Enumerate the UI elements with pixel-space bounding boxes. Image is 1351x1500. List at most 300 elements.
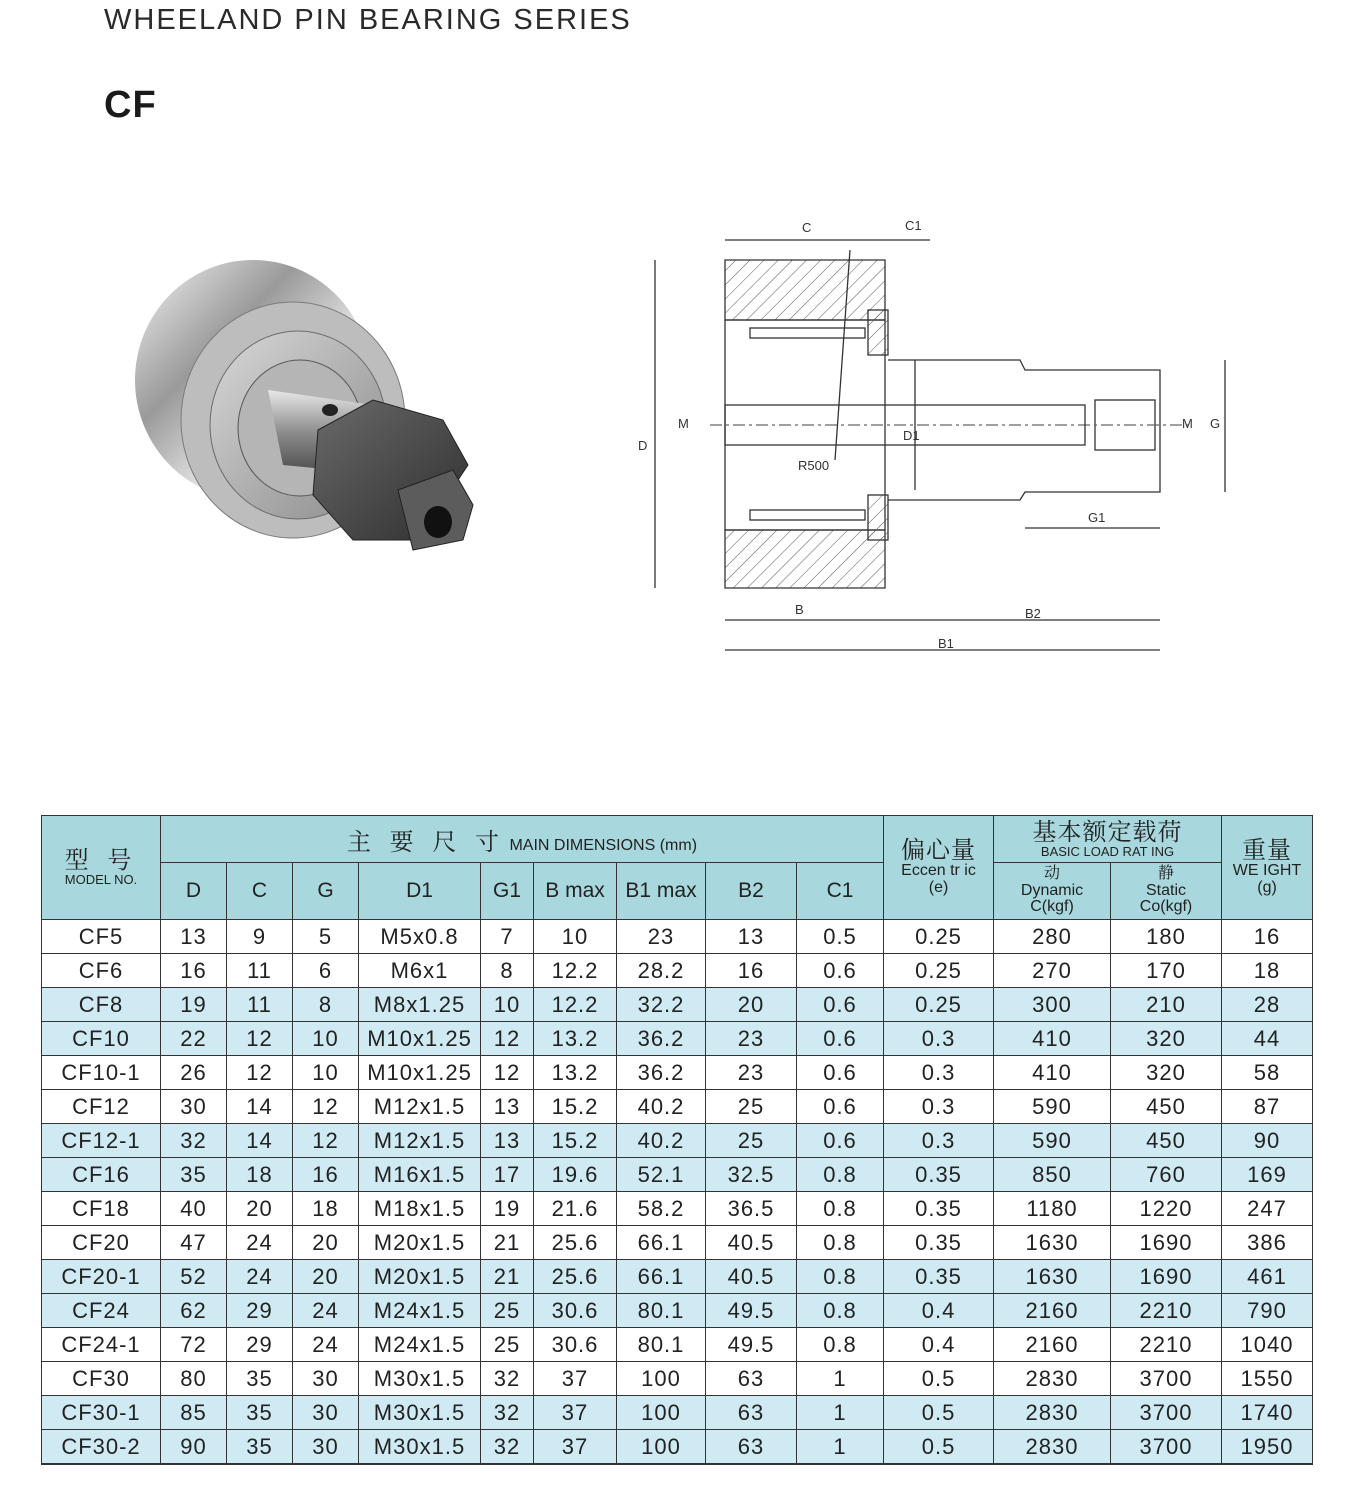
cell-dynamic: 1180 — [994, 1192, 1111, 1226]
cell-eccentric: 0.3 — [884, 1022, 994, 1056]
roller-top — [750, 328, 865, 338]
cell-dynamic: 2160 — [994, 1294, 1111, 1328]
cell-static: 3700 — [1111, 1430, 1222, 1465]
cell-c1: 0.8 — [797, 1158, 884, 1192]
cell-model: CF30-2 — [42, 1430, 161, 1465]
cell-d1: M18x1.5 — [359, 1192, 481, 1226]
stud-outline — [888, 360, 1160, 500]
cell-dynamic: 590 — [994, 1124, 1111, 1158]
cell-dynamic: 2830 — [994, 1362, 1111, 1396]
cell-c1: 0.5 — [797, 920, 884, 954]
cell-dynamic: 2830 — [994, 1396, 1111, 1430]
cell-g: 30 — [293, 1430, 359, 1465]
header-weight — [1222, 816, 1313, 920]
cell-d1: M6x1 — [359, 954, 481, 988]
cell-model: CF18 — [42, 1192, 161, 1226]
table-row — [42, 1124, 1313, 1158]
header-eccentric-zh: 偏心量 — [901, 837, 977, 865]
cell-d1: M10x1.25 — [359, 1022, 481, 1056]
cell-g1: 32 — [481, 1362, 534, 1396]
cell-static: 3700 — [1111, 1362, 1222, 1396]
cell-weight: 169 — [1222, 1158, 1313, 1192]
cell-b2: 36.5 — [706, 1192, 797, 1226]
cell-dynamic: 2160 — [994, 1328, 1111, 1362]
cell-c: 12 — [227, 1056, 293, 1090]
cell-b1max: 28.2 — [617, 954, 706, 988]
cell-static: 320 — [1111, 1056, 1222, 1090]
header-model-zh: 型 号 — [64, 847, 138, 875]
cell-c: 29 — [227, 1328, 293, 1362]
label-c: C — [802, 220, 812, 235]
cell-weight: 28 — [1222, 988, 1313, 1022]
header-dim-bmax: B max — [534, 863, 617, 920]
cell-g: 18 — [293, 1192, 359, 1226]
header-weight-unit: (g) — [1257, 879, 1277, 897]
cell-c: 24 — [227, 1260, 293, 1294]
cell-g1: 7 — [481, 920, 534, 954]
cell-weight: 87 — [1222, 1090, 1313, 1124]
cell-c: 11 — [227, 954, 293, 988]
cell-c1: 0.8 — [797, 1192, 884, 1226]
cell-b1max: 52.1 — [617, 1158, 706, 1192]
cell-bmax: 25.6 — [534, 1260, 617, 1294]
cell-bmax: 19.6 — [534, 1158, 617, 1192]
cell-eccentric: 0.25 — [884, 920, 994, 954]
cell-dynamic: 850 — [994, 1158, 1111, 1192]
cell-dynamic: 1630 — [994, 1260, 1111, 1294]
cell-static: 760 — [1111, 1158, 1222, 1192]
cell-eccentric: 0.35 — [884, 1158, 994, 1192]
model-code: CF — [104, 84, 157, 126]
cell-c: 20 — [227, 1192, 293, 1226]
cell-static: 1690 — [1111, 1226, 1222, 1260]
side-plate-bottom — [868, 495, 888, 540]
cell-eccentric: 0.5 — [884, 1362, 994, 1396]
cell-static: 320 — [1111, 1022, 1222, 1056]
cell-dynamic: 590 — [994, 1090, 1111, 1124]
cell-weight: 1740 — [1222, 1396, 1313, 1430]
label-b2: B2 — [1025, 606, 1041, 621]
header-dim-c1: C1 — [797, 863, 884, 920]
cell-c: 14 — [227, 1090, 293, 1124]
cell-bmax: 13.2 — [534, 1022, 617, 1056]
cell-dynamic: 270 — [994, 954, 1111, 988]
cell-g1: 10 — [481, 988, 534, 1022]
label-d1: D1 — [903, 428, 920, 443]
cell-b1max: 36.2 — [617, 1022, 706, 1056]
cell-d1: M30x1.5 — [359, 1430, 481, 1465]
cell-c1: 0.6 — [797, 1124, 884, 1158]
spec-table — [41, 815, 1313, 1465]
cell-g1: 19 — [481, 1192, 534, 1226]
cell-c1: 0.8 — [797, 1226, 884, 1260]
cell-d: 19 — [161, 988, 227, 1022]
label-d: D — [638, 438, 648, 453]
cell-bmax: 37 — [534, 1362, 617, 1396]
cell-d: 35 — [161, 1158, 227, 1192]
cell-b1max: 80.1 — [617, 1328, 706, 1362]
cell-g: 20 — [293, 1260, 359, 1294]
cell-d1: M20x1.5 — [359, 1226, 481, 1260]
cell-weight: 1550 — [1222, 1362, 1313, 1396]
cell-model: CF30 — [42, 1362, 161, 1396]
series-title: WHEELAND PIN BEARING SERIES — [104, 4, 632, 36]
cell-weight: 58 — [1222, 1056, 1313, 1090]
cell-eccentric: 0.5 — [884, 1430, 994, 1465]
cell-d: 72 — [161, 1328, 227, 1362]
cell-c1: 0.6 — [797, 1090, 884, 1124]
table-row — [42, 1430, 1313, 1465]
cell-b2: 23 — [706, 1056, 797, 1090]
spec-table-body — [42, 920, 1313, 1465]
label-g1: G1 — [1088, 510, 1106, 525]
label-m-right: M — [1182, 416, 1193, 431]
cell-g1: 25 — [481, 1294, 534, 1328]
cell-bmax: 30.6 — [534, 1294, 617, 1328]
header-dim-g: G — [293, 863, 359, 920]
cell-model: CF24 — [42, 1294, 161, 1328]
cell-d1: M8x1.25 — [359, 988, 481, 1022]
cell-c: 29 — [227, 1294, 293, 1328]
table-row — [42, 1362, 1313, 1396]
header-static-unit: Co(kgf) — [1139, 898, 1193, 916]
outer-ring-top — [725, 260, 885, 320]
lube-hole — [322, 404, 338, 416]
cell-weight: 247 — [1222, 1192, 1313, 1226]
cell-b2: 20 — [706, 988, 797, 1022]
cell-c1: 1 — [797, 1362, 884, 1396]
roller-bottom — [750, 510, 865, 520]
cell-g: 8 — [293, 988, 359, 1022]
header-eccentric — [884, 816, 994, 920]
cell-static: 3700 — [1111, 1396, 1222, 1430]
cell-c: 12 — [227, 1022, 293, 1056]
cell-weight: 461 — [1222, 1260, 1313, 1294]
header-basic-load — [994, 816, 1222, 863]
cell-static: 450 — [1111, 1124, 1222, 1158]
cell-dynamic: 1630 — [994, 1226, 1111, 1260]
cell-weight: 44 — [1222, 1022, 1313, 1056]
table-row — [42, 1328, 1313, 1362]
table-row — [42, 1090, 1313, 1124]
cell-d: 40 — [161, 1192, 227, 1226]
cell-d: 26 — [161, 1056, 227, 1090]
cell-g: 30 — [293, 1396, 359, 1430]
cell-d: 47 — [161, 1226, 227, 1260]
cell-g1: 21 — [481, 1226, 534, 1260]
table-row — [42, 1226, 1313, 1260]
cell-bmax: 21.6 — [534, 1192, 617, 1226]
cell-b2: 49.5 — [706, 1328, 797, 1362]
cell-b2: 40.5 — [706, 1260, 797, 1294]
cell-g: 20 — [293, 1226, 359, 1260]
cell-c: 14 — [227, 1124, 293, 1158]
technical-drawing — [630, 210, 1250, 670]
cell-g1: 8 — [481, 954, 534, 988]
header-dim-b2: B2 — [706, 863, 797, 920]
cell-c: 18 — [227, 1158, 293, 1192]
cell-model: CF20 — [42, 1226, 161, 1260]
cell-g: 5 — [293, 920, 359, 954]
cell-b1max: 23 — [617, 920, 706, 954]
cell-eccentric: 0.25 — [884, 988, 994, 1022]
cell-c: 35 — [227, 1396, 293, 1430]
cell-d: 13 — [161, 920, 227, 954]
cell-g: 10 — [293, 1022, 359, 1056]
cell-static: 180 — [1111, 920, 1222, 954]
header-dim-c: C — [227, 863, 293, 920]
table-row — [42, 1022, 1313, 1056]
cell-d1: M24x1.5 — [359, 1294, 481, 1328]
table-row — [42, 988, 1313, 1022]
header-static — [1111, 863, 1222, 920]
cell-b2: 25 — [706, 1090, 797, 1124]
cell-d: 85 — [161, 1396, 227, 1430]
header-dim-d: D — [161, 863, 227, 920]
header-static-en: Static — [1146, 881, 1187, 899]
cell-dynamic: 2830 — [994, 1430, 1111, 1465]
cell-bmax: 12.2 — [534, 988, 617, 1022]
header-weight-zh: 重量 — [1242, 837, 1293, 865]
cell-g: 12 — [293, 1090, 359, 1124]
cell-c: 24 — [227, 1226, 293, 1260]
cell-b1max: 40.2 — [617, 1090, 706, 1124]
header-eccentric-en: Eccen tr ic — [901, 862, 976, 880]
cell-model: CF10-1 — [42, 1056, 161, 1090]
cell-static: 1690 — [1111, 1260, 1222, 1294]
cell-b1max: 100 — [617, 1430, 706, 1465]
cell-bmax: 10 — [534, 920, 617, 954]
cell-eccentric: 0.3 — [884, 1056, 994, 1090]
cell-b1max: 66.1 — [617, 1260, 706, 1294]
bearing-photo — [118, 240, 488, 590]
header-dim-g1: G1 — [481, 863, 534, 920]
cell-g: 10 — [293, 1056, 359, 1090]
cell-d1: M12x1.5 — [359, 1090, 481, 1124]
header-main-dimensions — [161, 816, 884, 863]
cell-static: 170 — [1111, 954, 1222, 988]
header-static-zh: 静 — [1158, 864, 1175, 882]
cell-g1: 25 — [481, 1328, 534, 1362]
cell-static: 2210 — [1111, 1294, 1222, 1328]
cell-weight: 386 — [1222, 1226, 1313, 1260]
cell-b2: 13 — [706, 920, 797, 954]
cell-b2: 49.5 — [706, 1294, 797, 1328]
cell-c: 35 — [227, 1430, 293, 1465]
cell-g1: 12 — [481, 1056, 534, 1090]
header-dim-b1max: B1 max — [617, 863, 706, 920]
cell-d: 30 — [161, 1090, 227, 1124]
label-b: B — [795, 602, 804, 617]
table-row — [42, 920, 1313, 954]
cell-d1: M24x1.5 — [359, 1328, 481, 1362]
cell-b2: 63 — [706, 1362, 797, 1396]
cell-c1: 0.8 — [797, 1328, 884, 1362]
label-c1: C1 — [905, 218, 922, 233]
header-eccentric-unit: (e) — [928, 879, 949, 897]
cell-g: 16 — [293, 1158, 359, 1192]
header-load-en: BASIC LOAD RAT ING — [1040, 843, 1175, 859]
cell-eccentric: 0.3 — [884, 1090, 994, 1124]
header-weight-en: WE IGHT — [1232, 862, 1302, 880]
cell-static: 2210 — [1111, 1328, 1222, 1362]
cell-b2: 25 — [706, 1124, 797, 1158]
label-m-left: M — [678, 416, 689, 431]
cell-dynamic: 410 — [994, 1022, 1111, 1056]
cell-b2: 32.5 — [706, 1158, 797, 1192]
cell-bmax: 30.6 — [534, 1328, 617, 1362]
cell-g1: 17 — [481, 1158, 534, 1192]
cell-d1: M20x1.5 — [359, 1260, 481, 1294]
cell-d: 52 — [161, 1260, 227, 1294]
cell-d1: M30x1.5 — [359, 1362, 481, 1396]
table-row — [42, 1260, 1313, 1294]
header-main-dims-zh: 主 要 尺 寸 — [347, 828, 506, 856]
cell-dynamic: 300 — [994, 988, 1111, 1022]
cell-d: 32 — [161, 1124, 227, 1158]
cell-dynamic: 280 — [994, 920, 1111, 954]
cell-eccentric: 0.35 — [884, 1192, 994, 1226]
cell-b1max: 66.1 — [617, 1226, 706, 1260]
cell-weight: 1950 — [1222, 1430, 1313, 1465]
cell-static: 210 — [1111, 988, 1222, 1022]
header-main-dims-en: MAIN DIMENSIONS (mm) — [509, 836, 698, 854]
outer-ring-bottom — [725, 530, 885, 588]
cell-d: 16 — [161, 954, 227, 988]
table-row — [42, 1294, 1313, 1328]
cell-c1: 1 — [797, 1396, 884, 1430]
cell-b2: 23 — [706, 1022, 797, 1056]
cell-dynamic: 410 — [994, 1056, 1111, 1090]
cell-d: 62 — [161, 1294, 227, 1328]
cell-bmax: 12.2 — [534, 954, 617, 988]
cell-c1: 0.6 — [797, 988, 884, 1022]
cell-eccentric: 0.4 — [884, 1328, 994, 1362]
cell-d: 80 — [161, 1362, 227, 1396]
cell-c: 35 — [227, 1362, 293, 1396]
header-dim-d1: D1 — [359, 863, 481, 920]
cell-c1: 1 — [797, 1430, 884, 1465]
label-r500: R500 — [798, 458, 830, 473]
cell-b2: 63 — [706, 1430, 797, 1465]
cell-d: 90 — [161, 1430, 227, 1465]
cell-b1max: 36.2 — [617, 1056, 706, 1090]
header-load-zh: 基本额定载荷 — [1032, 818, 1183, 846]
cell-bmax: 15.2 — [534, 1124, 617, 1158]
header-model-en: MODEL NO. — [64, 872, 138, 888]
cell-model: CF16 — [42, 1158, 161, 1192]
cell-static: 450 — [1111, 1090, 1222, 1124]
cell-b1max: 80.1 — [617, 1294, 706, 1328]
cell-b1max: 40.2 — [617, 1124, 706, 1158]
cell-eccentric: 0.25 — [884, 954, 994, 988]
cell-bmax: 25.6 — [534, 1226, 617, 1260]
cell-weight: 16 — [1222, 920, 1313, 954]
cell-eccentric: 0.35 — [884, 1226, 994, 1260]
cell-d1: M12x1.5 — [359, 1124, 481, 1158]
cell-g: 6 — [293, 954, 359, 988]
cell-weight: 18 — [1222, 954, 1313, 988]
cell-g1: 32 — [481, 1430, 534, 1465]
cell-bmax: 37 — [534, 1396, 617, 1430]
cell-eccentric: 0.5 — [884, 1396, 994, 1430]
cell-g1: 21 — [481, 1260, 534, 1294]
cell-eccentric: 0.3 — [884, 1124, 994, 1158]
cell-model: CF12-1 — [42, 1124, 161, 1158]
cell-d1: M16x1.5 — [359, 1158, 481, 1192]
cell-g1: 12 — [481, 1022, 534, 1056]
cell-c: 11 — [227, 988, 293, 1022]
header-dynamic-en: Dynamic — [1020, 881, 1084, 899]
cell-weight: 90 — [1222, 1124, 1313, 1158]
cell-model: CF6 — [42, 954, 161, 988]
table-row — [42, 1192, 1313, 1226]
table-row — [42, 954, 1313, 988]
cell-c1: 0.8 — [797, 1260, 884, 1294]
cell-model: CF5 — [42, 920, 161, 954]
cell-model: CF20-1 — [42, 1260, 161, 1294]
cell-d1: M10x1.25 — [359, 1056, 481, 1090]
cell-g1: 32 — [481, 1396, 534, 1430]
header-dynamic — [994, 863, 1111, 920]
cell-bmax: 13.2 — [534, 1056, 617, 1090]
label-b1: B1 — [938, 636, 954, 651]
header-dynamic-zh: 动 — [1044, 864, 1061, 882]
cell-model: CF30-1 — [42, 1396, 161, 1430]
cell-g: 30 — [293, 1362, 359, 1396]
cell-g: 12 — [293, 1124, 359, 1158]
cell-g1: 13 — [481, 1124, 534, 1158]
cell-b1max: 100 — [617, 1396, 706, 1430]
header-model — [42, 816, 161, 920]
cell-c1: 0.6 — [797, 1022, 884, 1056]
cell-c: 9 — [227, 920, 293, 954]
cell-b2: 63 — [706, 1396, 797, 1430]
cell-b1max: 32.2 — [617, 988, 706, 1022]
cell-model: CF12 — [42, 1090, 161, 1124]
cell-d1: M30x1.5 — [359, 1396, 481, 1430]
cell-g: 24 — [293, 1328, 359, 1362]
table-row — [42, 1056, 1313, 1090]
cell-c1: 0.6 — [797, 1056, 884, 1090]
cell-g: 24 — [293, 1294, 359, 1328]
side-plate-top — [868, 310, 888, 355]
cell-bmax: 15.2 — [534, 1090, 617, 1124]
cell-bmax: 37 — [534, 1430, 617, 1465]
cell-d: 22 — [161, 1022, 227, 1056]
table-row — [42, 1158, 1313, 1192]
cell-eccentric: 0.4 — [884, 1294, 994, 1328]
label-g: G — [1210, 416, 1221, 431]
cell-weight: 1040 — [1222, 1328, 1313, 1362]
cell-c1: 0.6 — [797, 954, 884, 988]
header-dynamic-unit: C(kgf) — [1030, 898, 1074, 916]
cell-d1: M5x0.8 — [359, 920, 481, 954]
cell-model: CF8 — [42, 988, 161, 1022]
cell-b1max: 58.2 — [617, 1192, 706, 1226]
cell-model: CF10 — [42, 1022, 161, 1056]
cell-weight: 790 — [1222, 1294, 1313, 1328]
cell-model: CF24-1 — [42, 1328, 161, 1362]
cell-eccentric: 0.35 — [884, 1260, 994, 1294]
table-row — [42, 1396, 1313, 1430]
cell-b1max: 100 — [617, 1362, 706, 1396]
cell-c1: 0.8 — [797, 1294, 884, 1328]
thread-hole — [424, 506, 452, 538]
cell-b2: 40.5 — [706, 1226, 797, 1260]
cell-static: 1220 — [1111, 1192, 1222, 1226]
cell-g1: 13 — [481, 1090, 534, 1124]
